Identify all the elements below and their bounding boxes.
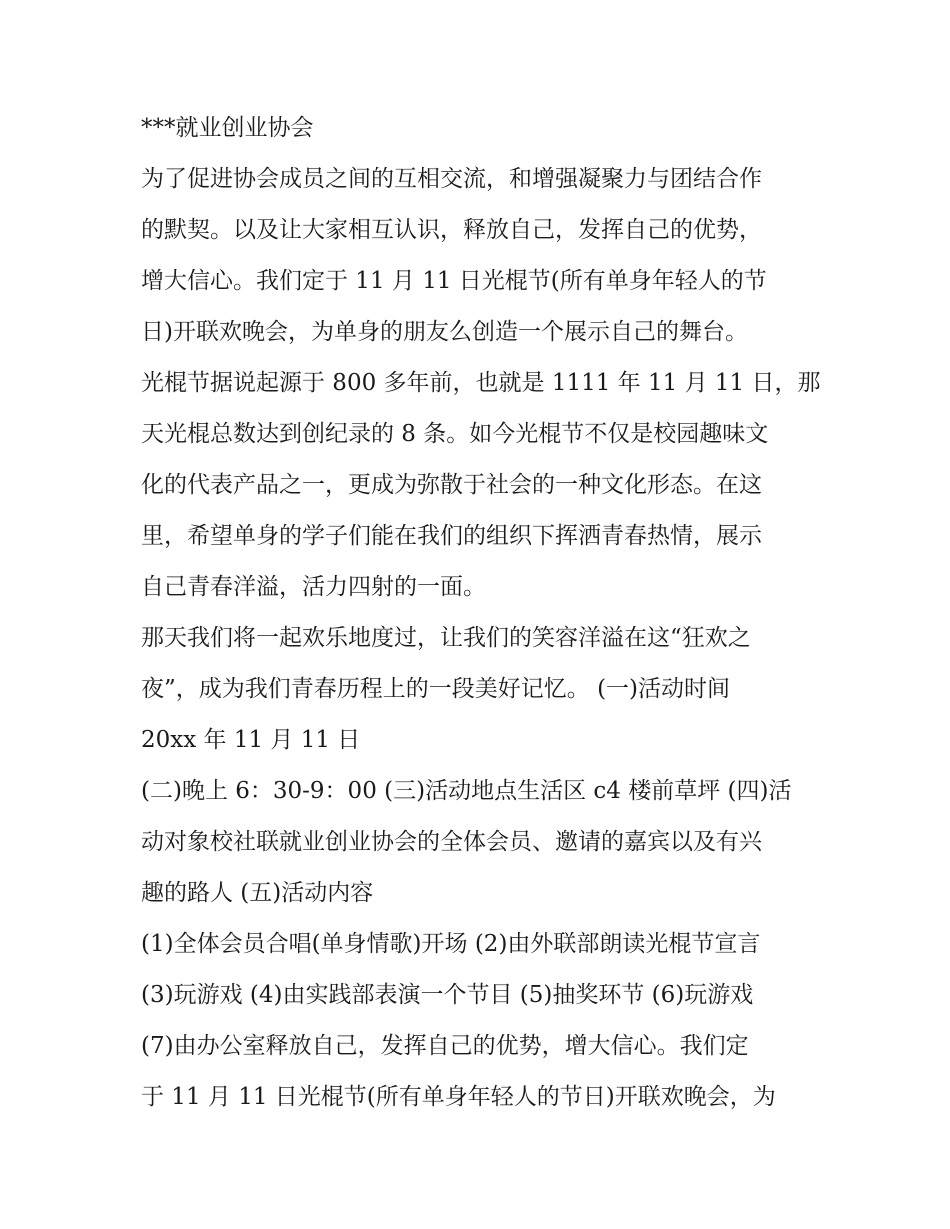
- paragraph-line: 日)开联欢晚会，为单身的朋友么创造一个展示自己的舞台。: [141, 319, 748, 345]
- paragraph-line: 天光棍总数达到创纪录的 8 条。如今光棍节不仅是校园趣味文: [141, 421, 769, 447]
- paragraph-line: 于 11 月 11 日光棍节(所有单身年轻人的节日)开联欢晚会，为: [141, 1084, 776, 1110]
- paragraph-line: 那天我们将一起欢乐地度过，让我们的笑容洋溢在这“狂欢之: [141, 625, 751, 651]
- paragraph-line: 光棍节据说起源于 800 多年前，也就是 1111 年 11 月 11 日，那: [141, 370, 821, 396]
- paragraph-line: (二)晚上 6：30-9：00 (三)活动地点生活区 c4 楼前草坪 (四)活: [141, 778, 792, 804]
- paragraph-line: 20xx 年 11 月 11 日: [141, 727, 361, 753]
- paragraph-line: 的默契。以及让大家相互认识，释放自己，发挥自己的优势，: [141, 217, 762, 243]
- paragraph-line: 趣的路人 (五)活动内容: [141, 880, 374, 906]
- paragraph-line: 里，希望单身的学子们能在我们的组织下挥洒青春热情，展示: [141, 523, 762, 549]
- paragraph-line: 夜”，成为我们青春历程上的一段美好记忆。 (一)活动时间: [141, 676, 731, 702]
- paragraph-line: 为了促进协会成员之间的互相交流，和增强凝聚力与团结合作: [141, 166, 762, 192]
- paragraph-line: (1)全体会员合唱(单身情歌)开场 (2)由外联部朗读光棍节宣言: [141, 931, 761, 957]
- paragraph-line: 化的代表产品之一，更成为弥散于社会的一种文化形态。在这: [141, 472, 762, 498]
- paragraph-line: 自己青春洋溢，活力四射的一面。: [141, 574, 486, 600]
- paragraph-line: 动对象校社联就业创业协会的全体会员、邀请的嘉宾以及有兴: [141, 829, 762, 855]
- document-title: ***就业创业协会: [141, 115, 314, 141]
- paragraph-line: (3)玩游戏 (4)由实践部表演一个节目 (5)抽奖环节 (6)玩游戏: [141, 982, 754, 1008]
- paragraph-line: 增大信心。我们定于 11 月 11 日光棍节(所有单身年轻人的节: [141, 268, 767, 294]
- paragraph-line: (7)由办公室释放自己，发挥自己的优势，增大信心。我们定: [141, 1033, 749, 1059]
